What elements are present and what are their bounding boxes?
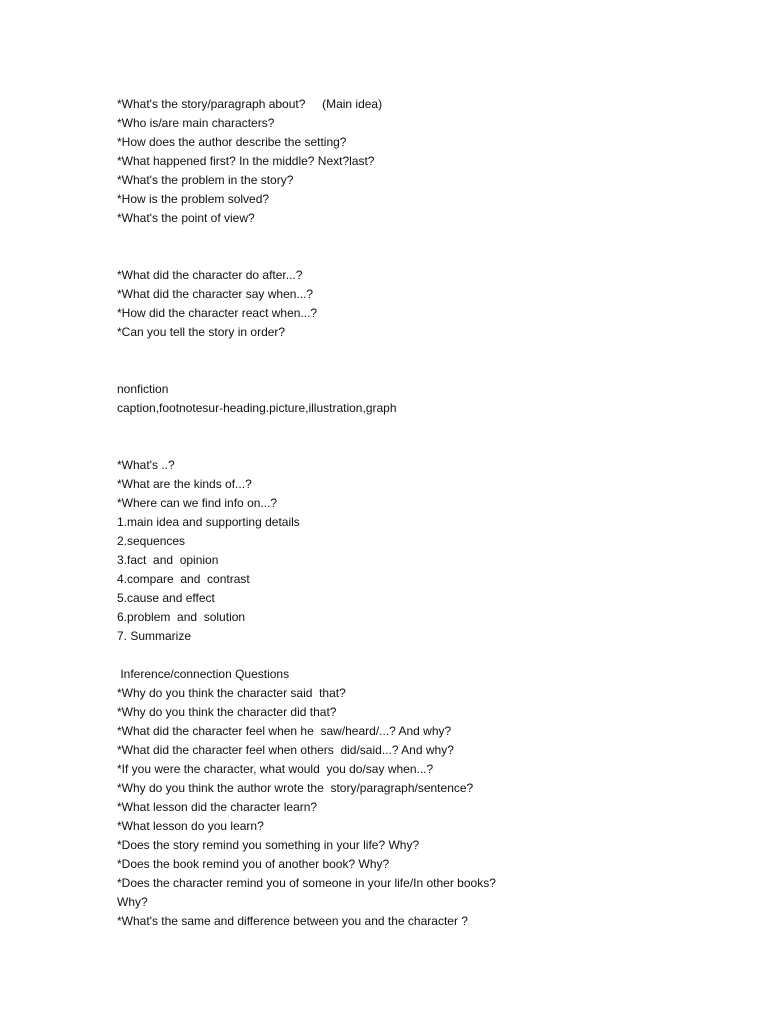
text-line: *Where can we find info on...? [117, 496, 278, 510]
text-line: *What are the kinds of...? [117, 477, 252, 491]
text-line: *Why do you think the character did that? [117, 705, 337, 719]
text-line: *What did the character do after...? [117, 268, 303, 282]
text-line: 6.problem and solution [117, 610, 246, 624]
text-line: *How is the problem solved? [117, 192, 270, 206]
text-line: *What's the problem in the story? [117, 173, 294, 187]
text-line: *Who is/are main characters? [117, 116, 275, 130]
text-line: *Does the story remind you something in your life? Why? [117, 838, 420, 852]
text-line: *What's ..? [117, 458, 175, 472]
section-nonfiction-questions [117, 456, 737, 646]
document-body [117, 95, 737, 931]
text-line: caption,footnotesur-heading.picture,illustration,graph [117, 401, 397, 415]
section-nonfiction [117, 380, 737, 418]
text-line: *How does the author describe the setting? [117, 135, 347, 149]
blank-line [117, 361, 737, 380]
text-line: 4.compare and contrast [117, 572, 250, 586]
section-inference-questions [117, 665, 737, 931]
blank-line [117, 342, 737, 361]
text-line: *If you were the character, what would you do/say when...? [117, 762, 434, 776]
text-line: Why? [117, 895, 148, 909]
section-character-questions [117, 266, 737, 342]
text-line: 7. Summarize [117, 629, 192, 643]
text-line: *Why do you think the author wrote the story/paragraph/sentence? [117, 781, 474, 795]
text-line: *Does the character remind you of someone in your life/In other books? [117, 876, 496, 890]
text-line: 2.sequences [117, 534, 186, 548]
blank-line [117, 228, 737, 247]
text-line: *What's the point of view? [117, 211, 255, 225]
section-story-questions [117, 95, 737, 228]
text-line: *What lesson do you learn? [117, 819, 264, 833]
text-line: Inference/connection Questions [117, 667, 290, 681]
text-line: *What happened first? In the middle? Next?last? [117, 154, 375, 168]
text-line: 3.fact and opinion [117, 553, 219, 567]
text-line: *What's the same and difference between you and the character ? [117, 914, 468, 928]
text-line: *What did the character feel when others did/said...? And why? [117, 743, 454, 757]
text-line: *What lesson did the character learn? [117, 800, 318, 814]
blank-line [117, 418, 737, 437]
blank-line [117, 247, 737, 266]
text-line: *How did the character react when...? [117, 306, 318, 320]
text-line: nonfiction [117, 382, 169, 396]
text-line: *Does the book remind you of another book? Why? [117, 857, 390, 871]
text-line: *What's the story/paragraph about? (Main idea) [117, 97, 383, 111]
text-line: *Why do you think the character said that? [117, 686, 346, 700]
text-line: *What did the character say when...? [117, 287, 314, 301]
text-line: 1.main idea and supporting details [117, 515, 300, 529]
text-line: *What did the character feel when he saw/heard/...? And why? [117, 724, 452, 738]
text-line: *Can you tell the story in order? [117, 325, 286, 339]
blank-line [117, 646, 737, 665]
text-line: 5.cause and effect [117, 591, 215, 605]
blank-line [117, 437, 737, 456]
